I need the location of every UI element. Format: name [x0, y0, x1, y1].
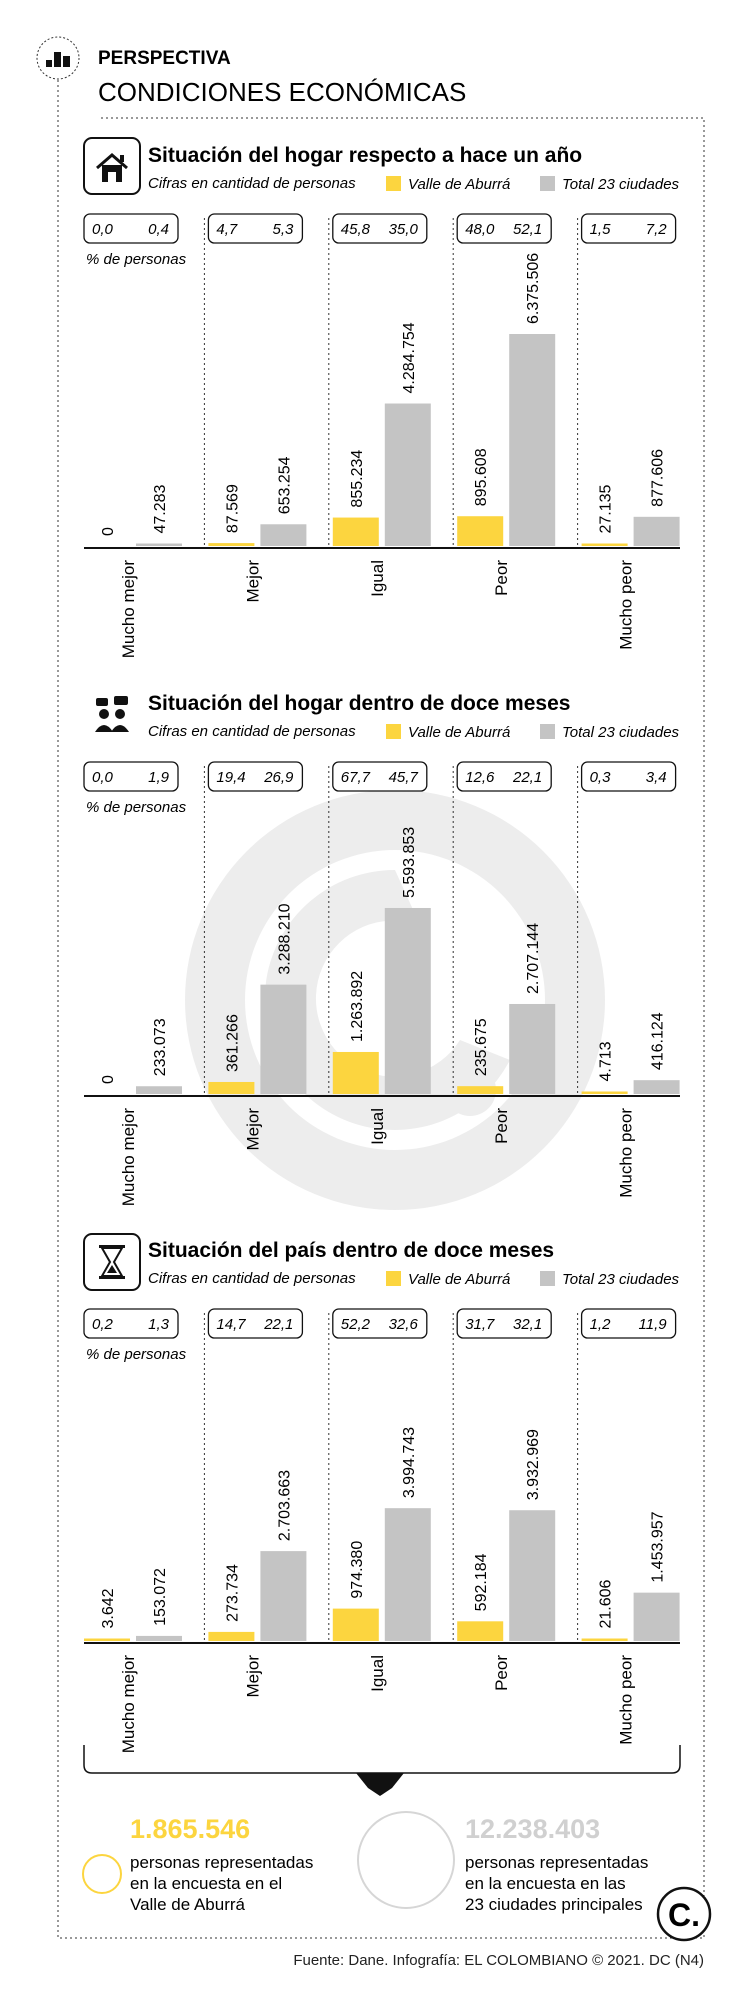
data-label-total: 2.707.144: [525, 922, 543, 994]
data-label-valle: 0: [100, 527, 117, 536]
bar-valle: [457, 1621, 503, 1641]
down-arrow-icon: [356, 1773, 404, 1796]
percent-valle: 14,7: [216, 1316, 246, 1333]
category-label: Mucho mejor: [119, 560, 138, 659]
data-label-valle: 592.184: [473, 1553, 491, 1612]
percent-valle: 19,4: [216, 769, 246, 786]
data-label-total: 3.932.969: [525, 1429, 543, 1501]
percent-total: 52,1: [512, 221, 543, 238]
percent-valle: 31,7: [465, 1316, 495, 1333]
percent-total: 1,3: [148, 1316, 169, 1333]
category-label: Mejor: [243, 560, 263, 603]
bar-total: [260, 524, 306, 546]
bar-valle: [582, 1092, 628, 1095]
percent-box: [84, 762, 178, 791]
percent-total: 32,6: [388, 1316, 418, 1333]
percent-total: 45,7: [388, 769, 418, 786]
data-label-valle: 27.135: [597, 484, 615, 534]
legend-label-valle: Valle de Aburrá: [408, 1271, 511, 1288]
chart-units-label: Cifras en cantidad de personas: [148, 723, 356, 740]
percent-box: [582, 762, 676, 791]
data-label-total: 1.453.957: [649, 1511, 667, 1583]
bar-valle: [84, 1639, 130, 1642]
valle-text-line-2: en la encuesta en el: [130, 1874, 283, 1893]
summary-total: [358, 1812, 648, 1914]
category-label: Igual: [367, 560, 387, 597]
bar-valle: [208, 1632, 254, 1641]
percent-total: 0,4: [148, 221, 169, 238]
header-title: CONDICIONES ECONÓMICAS: [98, 77, 467, 107]
percent-total: 1,9: [148, 769, 169, 786]
percent-total: 7,2: [645, 221, 667, 238]
header: [37, 37, 466, 107]
bar-total: [260, 985, 306, 1094]
percent-valle: 52,2: [340, 1316, 371, 1333]
legend-label-valle: Valle de Aburrá: [408, 176, 511, 193]
category-label: Mucho peor: [616, 560, 636, 650]
bar-valle: [582, 544, 628, 547]
summary-valle: [83, 1814, 313, 1914]
data-label-total: 877.606: [649, 448, 667, 507]
percent-valle: 4,7: [216, 221, 238, 238]
percent-box: [457, 762, 551, 791]
percent-valle: 12,6: [465, 769, 495, 786]
bar-total: [385, 908, 431, 1094]
legend-label-total: Total 23 ciudades: [562, 176, 680, 193]
footer-source: Fuente: Dane. Infografía: EL COLOMBIANO © 2021. DC (N4): [293, 1952, 704, 1969]
percent-total: 11,9: [638, 1316, 667, 1333]
category-label: Mejor: [243, 1655, 263, 1698]
data-label-total: 3.994.743: [400, 1426, 418, 1499]
chart-title: Situación del país dentro de doce meses: [148, 1239, 555, 1262]
bar-total: [136, 1086, 182, 1094]
valle-text-line-3: Valle de Aburrá: [130, 1895, 245, 1914]
data-label-valle: 235.675: [473, 1018, 491, 1077]
bar-valle: [333, 518, 379, 546]
el-colombiano-logo: [658, 1888, 710, 1940]
bar-valle: [208, 1082, 254, 1094]
legend-swatch-valle: [386, 1271, 401, 1286]
legend-swatch-valle: [386, 724, 401, 739]
percent-box: [457, 1309, 551, 1338]
bar-valle: [208, 543, 254, 546]
bar-total: [509, 334, 555, 546]
bar-valle: [582, 1639, 628, 1642]
percent-valle: 67,7: [340, 769, 371, 786]
bar-total: [136, 1636, 182, 1641]
header-kicker: PERSPECTIVA: [98, 48, 231, 69]
percent-total: 5,3: [272, 221, 294, 238]
bar-valle: [333, 1052, 379, 1094]
percent-box: [208, 214, 302, 243]
data-label-total: 4.284.754: [400, 322, 418, 394]
data-label-total: 3.288.210: [276, 903, 294, 975]
data-label-total: 5.593.853: [400, 826, 418, 898]
bar-total: [385, 404, 431, 546]
percent-valle: 0,0: [92, 221, 113, 238]
percent-total: 22,1: [512, 769, 543, 786]
bar-valle: [333, 1609, 379, 1641]
chart-panel-1: [84, 138, 680, 658]
valle-text-line-1: personas representadas: [130, 1853, 314, 1872]
data-label-total: 47.283: [152, 484, 169, 534]
bar-total: [634, 1080, 680, 1094]
percent-box: [333, 1309, 427, 1338]
percent-label: % de personas: [86, 799, 187, 816]
bar-valle: [457, 1086, 503, 1094]
percent-box: [208, 762, 302, 791]
chart-units-label: Cifras en cantidad de personas: [148, 1270, 356, 1287]
data-label-valle: 855.234: [348, 449, 366, 508]
legend-label-total: Total 23 ciudades: [562, 724, 680, 741]
percent-box: [582, 214, 676, 243]
bar-valle: [457, 516, 503, 546]
percent-valle: 48,0: [465, 221, 495, 238]
data-label-valle: 3.642: [100, 1588, 117, 1629]
bar-total: [634, 517, 680, 546]
percent-label: % de personas: [86, 1346, 187, 1363]
percent-valle: 0,0: [92, 769, 113, 786]
data-label-total: 6.375.506: [525, 252, 543, 324]
bar-total: [385, 1508, 431, 1641]
data-label-total: 416.124: [649, 1012, 667, 1071]
percent-box: [333, 214, 427, 243]
legend-label-total: Total 23 ciudades: [562, 1271, 680, 1288]
logo-text: C.: [668, 1897, 700, 1933]
category-label: Igual: [367, 1655, 387, 1692]
category-label: Mejor: [243, 1108, 263, 1151]
valle-total: 1.865.546: [130, 1814, 251, 1844]
bar-total: [136, 544, 182, 547]
legend-swatch-total: [540, 724, 555, 739]
data-label-valle: 1.263.892: [348, 970, 366, 1042]
bar-total: [509, 1510, 555, 1641]
data-label-valle: 0: [100, 1075, 117, 1084]
category-label: Mucho peor: [616, 1108, 636, 1198]
percent-total: 26,9: [264, 769, 294, 786]
chart-title: Situación del hogar dentro de doce meses: [148, 692, 571, 715]
chart-title: Situación del hogar respecto a hace un año: [148, 144, 583, 167]
percent-valle: 0,3: [589, 769, 611, 786]
percent-box: [582, 1309, 676, 1338]
percent-label: % de personas: [86, 251, 187, 268]
data-label-total: 153.072: [152, 1568, 169, 1626]
total-text-line-3: 23 ciudades principales: [465, 1895, 643, 1914]
data-label-valle: 87.569: [224, 484, 242, 534]
percent-total: 3,4: [645, 769, 667, 786]
data-label-valle: 21.606: [597, 1579, 615, 1629]
valle-circle-icon: [83, 1855, 121, 1893]
data-label-total: 2.703.663: [276, 1469, 294, 1542]
bar-total: [634, 1593, 680, 1641]
percent-box: [457, 214, 551, 243]
chart-units-label: Cifras en cantidad de personas: [148, 175, 356, 192]
data-label-valle: 273.734: [224, 1564, 242, 1622]
category-label: Igual: [367, 1108, 387, 1145]
category-label: Peor: [492, 1108, 512, 1144]
percent-valle: 1,2: [589, 1316, 611, 1333]
summary-bracket: [84, 1745, 680, 1773]
percent-box: [208, 1309, 302, 1338]
percent-box: [333, 762, 427, 791]
category-label: Peor: [492, 560, 512, 596]
percent-box: [84, 1309, 178, 1338]
category-label: Mucho mejor: [119, 1655, 138, 1754]
data-label-total: 233.073: [152, 1018, 169, 1077]
bar-total: [509, 1004, 555, 1094]
data-label-valle: 974.380: [348, 1540, 366, 1599]
total-circle-icon: [358, 1812, 454, 1908]
data-label-valle: 361.266: [224, 1014, 242, 1072]
total-text-line-2: en la encuesta en las: [465, 1874, 626, 1893]
percent-total: 32,1: [512, 1316, 543, 1333]
legend-swatch-valle: [386, 176, 401, 191]
percent-box: [84, 214, 178, 243]
percent-valle: 0,2: [92, 1316, 113, 1333]
bar-total: [260, 1551, 306, 1641]
data-label-valle: 895.608: [473, 448, 491, 507]
percent-total: 35,0: [388, 221, 418, 238]
legend-swatch-total: [540, 1271, 555, 1286]
category-label: Peor: [492, 1655, 512, 1691]
category-label: Mucho mejor: [119, 1108, 138, 1207]
percent-total: 22,1: [264, 1316, 294, 1333]
data-label-valle: 4.713: [597, 1041, 615, 1082]
house-icon: [84, 138, 140, 194]
legend-swatch-total: [540, 176, 555, 191]
percent-valle: 1,5: [589, 221, 611, 238]
data-label-total: 653.254: [276, 456, 294, 515]
category-label: Mucho peor: [616, 1655, 636, 1745]
total-text-line-1: personas representadas: [465, 1853, 649, 1872]
total-total: 12.238.403: [465, 1814, 601, 1844]
legend-label-valle: Valle de Aburrá: [408, 724, 511, 741]
percent-valle: 45,8: [340, 221, 371, 238]
